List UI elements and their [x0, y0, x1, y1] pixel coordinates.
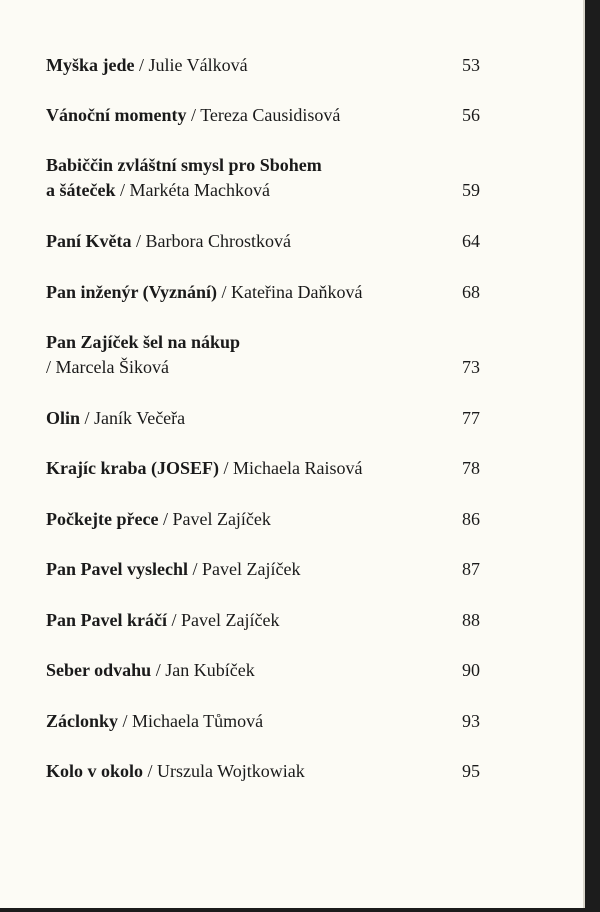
toc-entry-text: [46, 280, 436, 305]
toc-title: Vánoční momenty: [46, 105, 187, 125]
toc-entry-text: [46, 557, 436, 582]
toc-author: Barbora Chrostková: [145, 231, 291, 251]
toc-entry-text: [46, 53, 436, 78]
toc-page-number: 59: [462, 180, 480, 200]
toc-entry-text: [46, 608, 436, 633]
toc-page-number: 68: [462, 282, 480, 302]
toc-title: Pan Pavel vyslechl: [46, 559, 188, 579]
toc-separator: /: [166, 610, 181, 630]
toc-title: Počkejte přece: [46, 509, 159, 529]
toc-entry-text: [46, 658, 436, 683]
toc-title: Záclonky: [46, 711, 119, 731]
toc-entry-text: [46, 709, 436, 734]
toc-author: Kateřina Daňková: [231, 282, 363, 302]
toc-page-number: 93: [462, 711, 480, 731]
toc-title: Olin: [46, 408, 81, 428]
toc-entry-text: [46, 103, 436, 128]
toc-separator: /: [219, 458, 234, 478]
toc-entry: [46, 709, 484, 734]
toc-author: Pavel Zajíček: [202, 559, 301, 579]
toc-entry: [46, 280, 484, 305]
toc-separator: /: [115, 180, 130, 200]
toc-entry-text: [46, 153, 436, 203]
toc-separator: /: [143, 761, 158, 781]
toc-separator: /: [158, 509, 173, 529]
scan-edge-right: [585, 0, 600, 912]
toc-page-number: 73: [462, 357, 480, 377]
toc-entry: [46, 658, 484, 683]
toc-entry-text: [46, 456, 436, 481]
toc-entry: [46, 557, 484, 582]
toc-author: Julie Válková: [148, 55, 248, 75]
toc-author: Urszula Wojtkowiak: [157, 761, 305, 781]
toc-entry-text: [46, 406, 436, 431]
toc-page-number: 86: [462, 509, 480, 529]
toc-title: Pan Zajíček šel na nákup: [46, 332, 241, 352]
toc-title: Pan Pavel kráčí: [46, 610, 167, 630]
toc-entry: [46, 608, 484, 633]
toc-title: Seber odvahu: [46, 660, 152, 680]
toc-separator: /: [46, 357, 56, 377]
toc-title: Pan inženýr (Vyznání): [46, 282, 218, 302]
toc-page-number: 77: [462, 408, 480, 428]
toc-entry: [46, 153, 484, 203]
toc-title: Myška jede: [46, 55, 135, 75]
toc-author: Tereza Causidisová: [200, 105, 341, 125]
toc-author: Jan Kubíček: [165, 660, 255, 680]
toc-entry: [46, 759, 484, 784]
toc-entry-text: [46, 507, 436, 532]
toc-entry: [46, 330, 484, 380]
toc-separator: /: [188, 559, 203, 579]
toc-page-number: 64: [462, 231, 480, 251]
toc-separator: /: [80, 408, 95, 428]
toc-entry-text: [46, 759, 436, 784]
toc-entry: [46, 229, 484, 254]
toc-separator: /: [118, 711, 133, 731]
toc-title-continuation: a šáteček: [46, 180, 116, 200]
toc-entry: [46, 406, 484, 431]
toc-page-number: 87: [462, 559, 480, 579]
toc-page-number: 56: [462, 105, 480, 125]
toc-separator: /: [151, 660, 166, 680]
toc-entry-text: [46, 330, 436, 380]
toc-page-number: 78: [462, 458, 480, 478]
toc-separator: /: [217, 282, 232, 302]
toc-page-number: 88: [462, 610, 480, 630]
scan-edge-bottom: [0, 908, 600, 912]
toc-author: Janík Večeřa: [94, 408, 186, 428]
toc-separator: /: [186, 105, 201, 125]
toc-entry: [46, 507, 484, 532]
toc-author: Michaela Tůmová: [132, 711, 264, 731]
toc-separator: /: [131, 231, 146, 251]
toc-entry-text: [46, 229, 436, 254]
toc-entry: [46, 53, 484, 78]
toc-title: Paní Květa: [46, 231, 132, 251]
toc-author: Marcela Šiková: [55, 357, 169, 377]
toc-author: Pavel Zajíček: [172, 509, 271, 529]
toc-entry: [46, 456, 484, 481]
toc-author: Markéta Machková: [129, 180, 270, 200]
toc-title: Kolo v okolo: [46, 761, 144, 781]
toc-page-number: 53: [462, 55, 480, 75]
toc-separator: /: [134, 55, 149, 75]
toc-entry: [46, 103, 484, 128]
toc-page-number: 90: [462, 660, 480, 680]
toc-page-number: 95: [462, 761, 480, 781]
toc-author: Michaela Raisová: [233, 458, 363, 478]
toc-title: Krajíc kraba (JOSEF): [46, 458, 219, 478]
toc-author: Pavel Zajíček: [181, 610, 280, 630]
toc-title: Babiččin zvláštní smysl pro Sbohem: [46, 155, 322, 175]
